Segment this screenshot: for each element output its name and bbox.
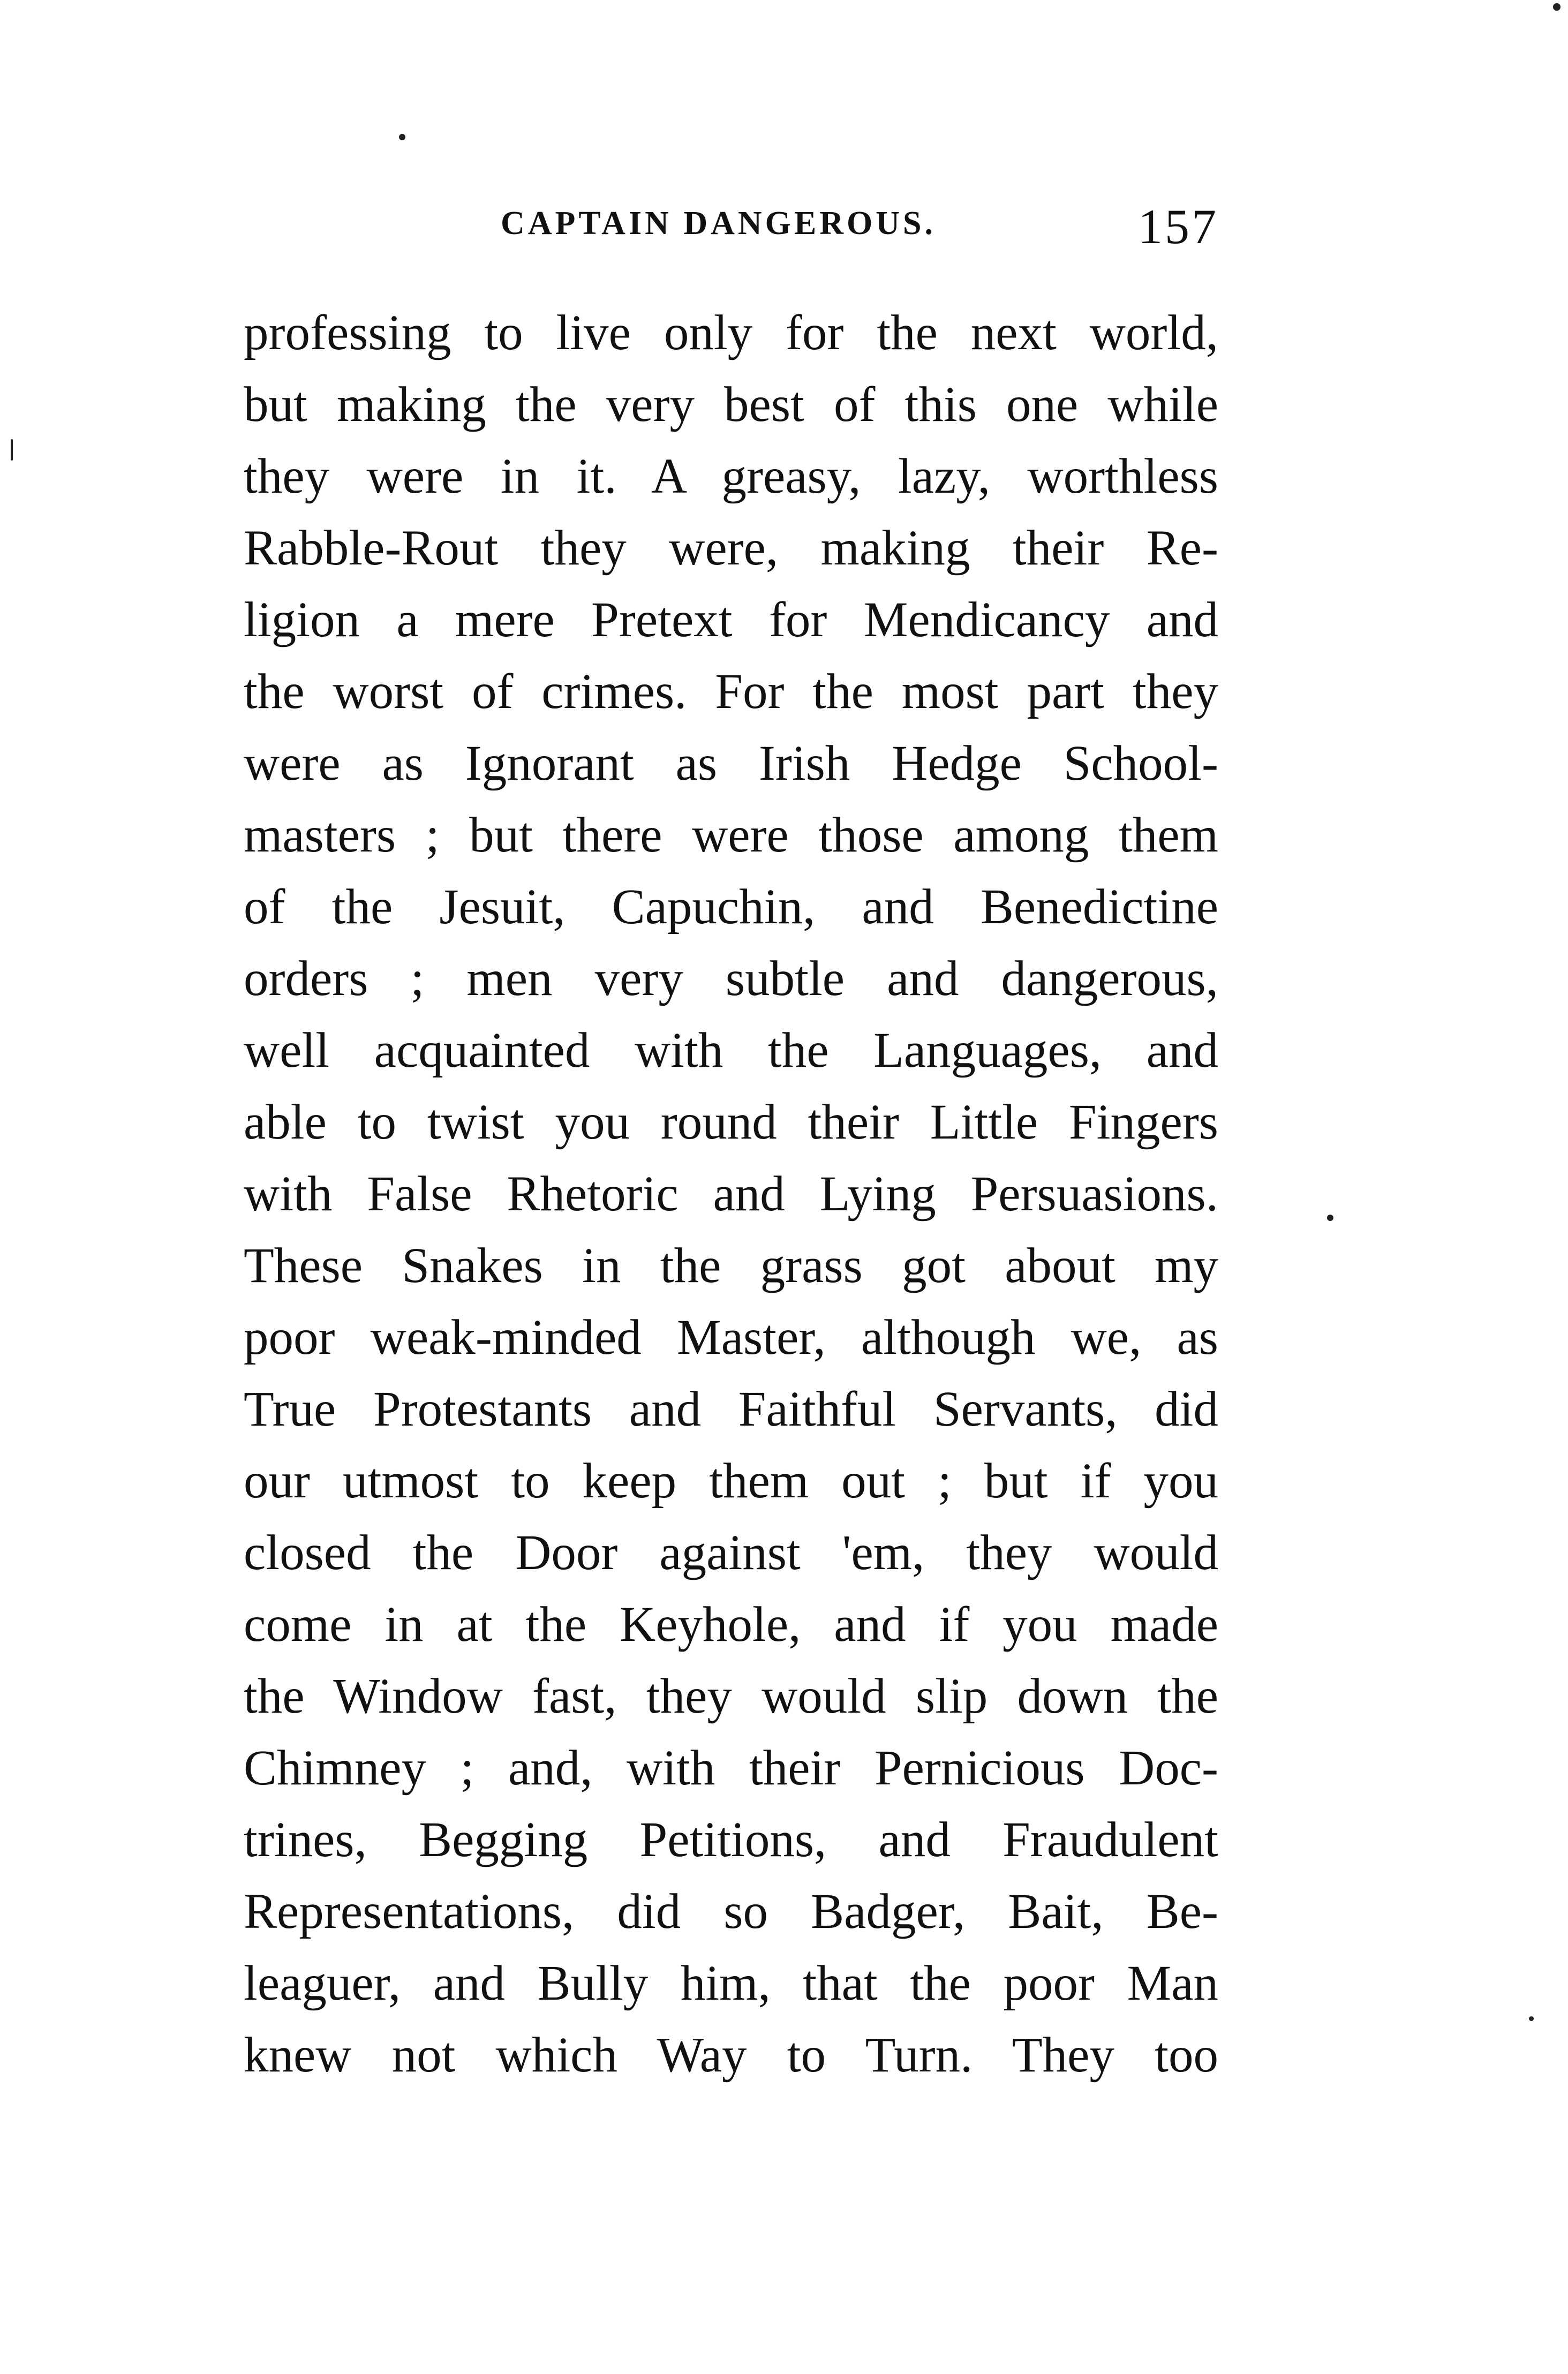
scan-speck [1327,1215,1333,1221]
text-line: professing to live only for the next world, [244,305,1218,360]
page-header [244,198,1218,257]
text-line: Representations, did so Badger, Bait, Be- [244,1884,1218,1939]
text-line: ligion a mere Pretext for Mendicancy and [244,592,1218,647]
text-line: Rabble-Rout they were, making their Re- [244,521,1218,576]
text-line: True Protestants and Faithful Servants, did [244,1382,1218,1437]
text-line: masters ; but there were those among them [244,808,1218,863]
text-line: These Snakes in the grass got about my [244,1238,1218,1293]
text-line: come in at the Keyhole, and if you made [244,1597,1218,1652]
text-line: the worst of crimes. For the most part they [244,664,1218,719]
text-line: Chimney ; and, with their Pernicious Doc- [244,1740,1218,1796]
text-line: knew not which Way to Turn. They too [244,2028,1218,2083]
text-line: orders ; men very subtle and dangerous, [244,951,1218,1006]
scan-speck [11,439,13,461]
text-line: poor weak-minded Master, although we, as [244,1310,1218,1365]
scan-speck [399,134,405,140]
text-line: well acquainted with the Languages, and [244,1023,1218,1078]
running-title: CAPTAIN DANGEROUS. [501,205,937,242]
text-line: closed the Door against 'em, they would [244,1525,1218,1580]
scan-speck [1553,3,1561,11]
text-line: able to twist you round their Little Fingers [244,1095,1218,1150]
text-line: leaguer, and Bully him, that the poor Man [244,1956,1218,2011]
text-line: trines, Begging Petitions, and Fraudulent [244,1812,1218,1867]
text-line: they were in it. A greasy, lazy, worthless [244,449,1218,504]
text-line: our utmost to keep them out ; but if you [244,1453,1218,1509]
text-line: of the Jesuit, Capuchin, and Benedictine [244,879,1218,934]
text-line: the Window fast, they would slip down the [244,1669,1218,1724]
text-line: with False Rhetoric and Lying Persuasions. [244,1166,1218,1222]
text-line: but making the very best of this one while [244,377,1218,432]
scan-speck [1529,2016,1534,2021]
body-text [244,297,1218,2091]
page-number: 157 [1138,199,1218,254]
text-line: were as Ignorant as Irish Hedge School- [244,736,1218,791]
